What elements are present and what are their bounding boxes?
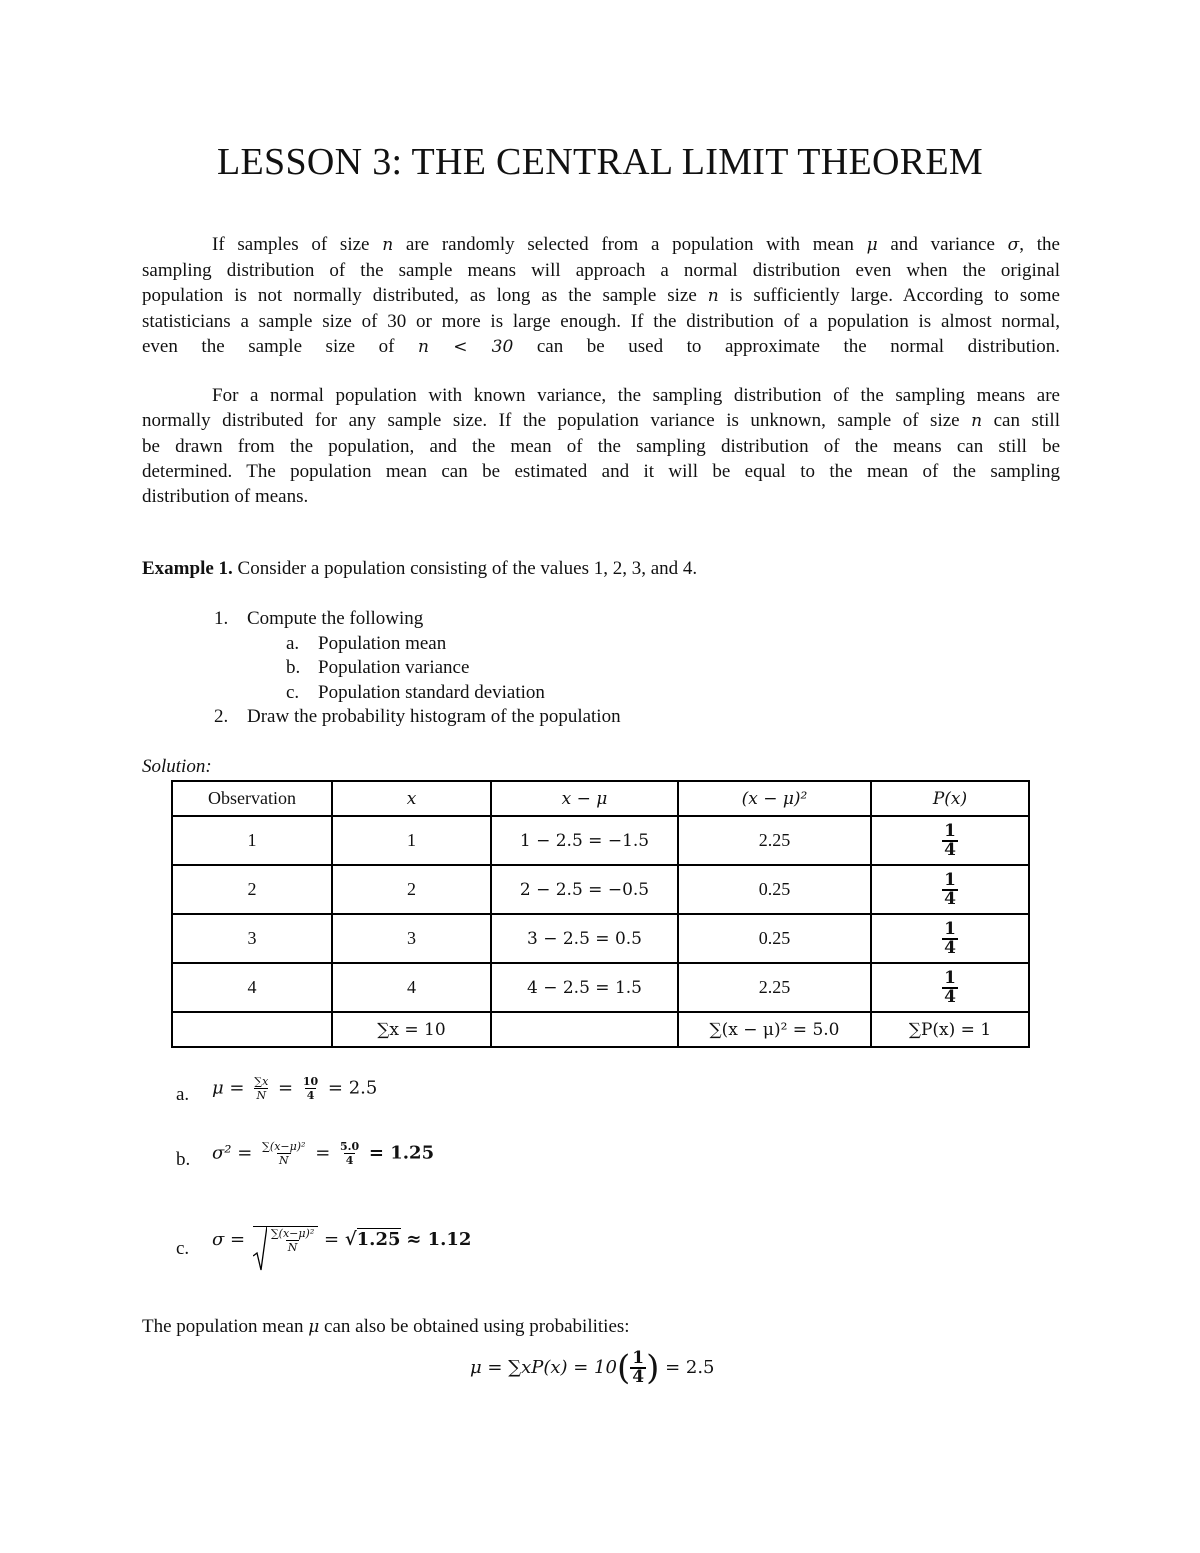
- table-row: [172, 816, 1029, 865]
- equation-expected-value: μ = ∑xP(x) = 10( $\frac{1}{4}$ ) = 2.5: [470, 1348, 715, 1388]
- table-header-cell: Observation: [172, 781, 332, 816]
- table-cell: ∑x = 10: [332, 1012, 491, 1047]
- table-cell: 4 − 2.5 = 1.5: [491, 963, 678, 1012]
- table-header-cell: x − μ: [491, 781, 678, 816]
- equation-std-dev: σ = $\frac{\text{∑(x−μ)²}}{N}$ = √1.25 ≈ 1.12: [212, 1226, 471, 1254]
- page-title: LESSON 3: THE CENTRAL LIMIT THEOREM: [217, 141, 983, 183]
- table-row: [172, 914, 1029, 963]
- table-cell: 2.25: [678, 963, 871, 1012]
- table-cell: 3 − 2.5 = 0.5: [491, 914, 678, 963]
- radical-sign-icon: [253, 1226, 267, 1272]
- table-cell: 0.25: [678, 914, 871, 963]
- table-cell: ∑P(x) = 1: [871, 1012, 1029, 1047]
- table-header-cell: P(x): [871, 781, 1029, 816]
- table-cell: 1: [172, 816, 332, 865]
- table-cell: 2 − 2.5 = −0.5: [491, 865, 678, 914]
- paragraph-line: For a normal population with known variance, the sampling distribution of the sampling means are: [212, 385, 1060, 406]
- table-header-cell: (x − μ)²: [678, 781, 871, 816]
- table-header-cell: x: [332, 781, 491, 816]
- table-cell: 3: [332, 914, 491, 963]
- table-header-row: [172, 781, 1029, 816]
- data-table: [171, 780, 1030, 1048]
- calc-label-b: b.: [176, 1149, 191, 1170]
- table-cell: 2.25: [678, 816, 871, 865]
- paragraph-clt-definition: [142, 232, 1060, 360]
- table-row: [172, 963, 1029, 1012]
- paragraph-line: distribution of means.: [142, 486, 309, 507]
- paragraph-normal-population: [142, 383, 1060, 509]
- paragraph-line: even the sample size of n < 30 can be used to approximate the normal distribution.: [142, 336, 1061, 357]
- table-cell: [871, 816, 1029, 865]
- calc-label-a: a.: [176, 1084, 190, 1105]
- fraction: $\frac{1}{4}$: [944, 869, 956, 909]
- table-totals-row: [172, 1012, 1029, 1047]
- paragraph-line: be drawn from the population, and the mean of the sampling distribution of the means can still be: [142, 436, 1060, 457]
- table-cell: 2: [172, 865, 332, 914]
- final-sentence: The population mean μ can also be obtained using probabilities:: [142, 1316, 630, 1337]
- paragraph-line: population is not normally distributed, as long as the sample size n is sufficiently large. According to some: [142, 285, 1060, 306]
- fraction: $\frac{1}{4}$: [632, 1348, 645, 1387]
- solution-label: Solution:: [142, 756, 212, 777]
- paragraph-line: normally distributed for any sample size. If the population variance is unknown, sample of size n can still: [142, 410, 1060, 431]
- table-cell: [491, 1012, 678, 1047]
- fraction: $\frac{1}{4}$: [944, 967, 956, 1007]
- list-item: b. Population variance: [286, 657, 470, 678]
- table-cell: [871, 963, 1029, 1012]
- example-heading: [142, 558, 697, 580]
- paragraph-line: sampling distribution of the sample means will approach a normal distribution even when the original: [142, 260, 1060, 281]
- table-cell: [871, 865, 1029, 914]
- paragraph-line: If samples of size n are randomly selected from a population with mean μ and variance σ, the: [212, 234, 1060, 255]
- list-item: a. Population mean: [286, 633, 447, 654]
- equation-variance: σ² = $\frac{\text{∑(x−μ)²}}{N}$ = $\frac{5.0}{4}$ = 1.25: [212, 1140, 435, 1167]
- list-item: c. Population standard deviation: [286, 682, 545, 703]
- table-cell: 1 − 2.5 = −1.5: [491, 816, 678, 865]
- paragraph-line: determined. The population mean can be estimated and it will be equal to the mean of the sampling: [142, 461, 1060, 482]
- table-cell: 0.25: [678, 865, 871, 914]
- list-item: 2. Draw the probability histogram of the population: [214, 706, 621, 727]
- fraction: $\frac{1}{4}$: [944, 820, 956, 860]
- table-cell: 2: [332, 865, 491, 914]
- example-text: Consider a population consisting of the values 1, 2, 3, and 4.: [232, 558, 698, 579]
- table-cell: [172, 1012, 332, 1047]
- table-cell: 3: [172, 914, 332, 963]
- radical: $\frac{\text{∑(x−μ)²}}{N}$: [253, 1226, 318, 1254]
- calc-label-c: c.: [176, 1238, 190, 1259]
- table-cell: 1: [332, 816, 491, 865]
- fraction: $\frac{1}{4}$: [944, 918, 956, 958]
- table-cell: 4: [332, 963, 491, 1012]
- table-cell: ∑(x − μ)² = 5.0: [678, 1012, 871, 1047]
- list-item: 1. Compute the following: [214, 608, 424, 629]
- example-label: Example 1.: [142, 558, 233, 579]
- table-row: [172, 865, 1029, 914]
- table-cell: [871, 914, 1029, 963]
- equation-mean: μ = $\frac{\sum x}{N}$ = $\frac{10}{4}$ = 2.5: [212, 1075, 378, 1102]
- paragraph-line: statisticians a sample size of 30 or more is large enough. If the distribution of a population is almost normal,: [142, 311, 1060, 332]
- table-cell: 4: [172, 963, 332, 1012]
